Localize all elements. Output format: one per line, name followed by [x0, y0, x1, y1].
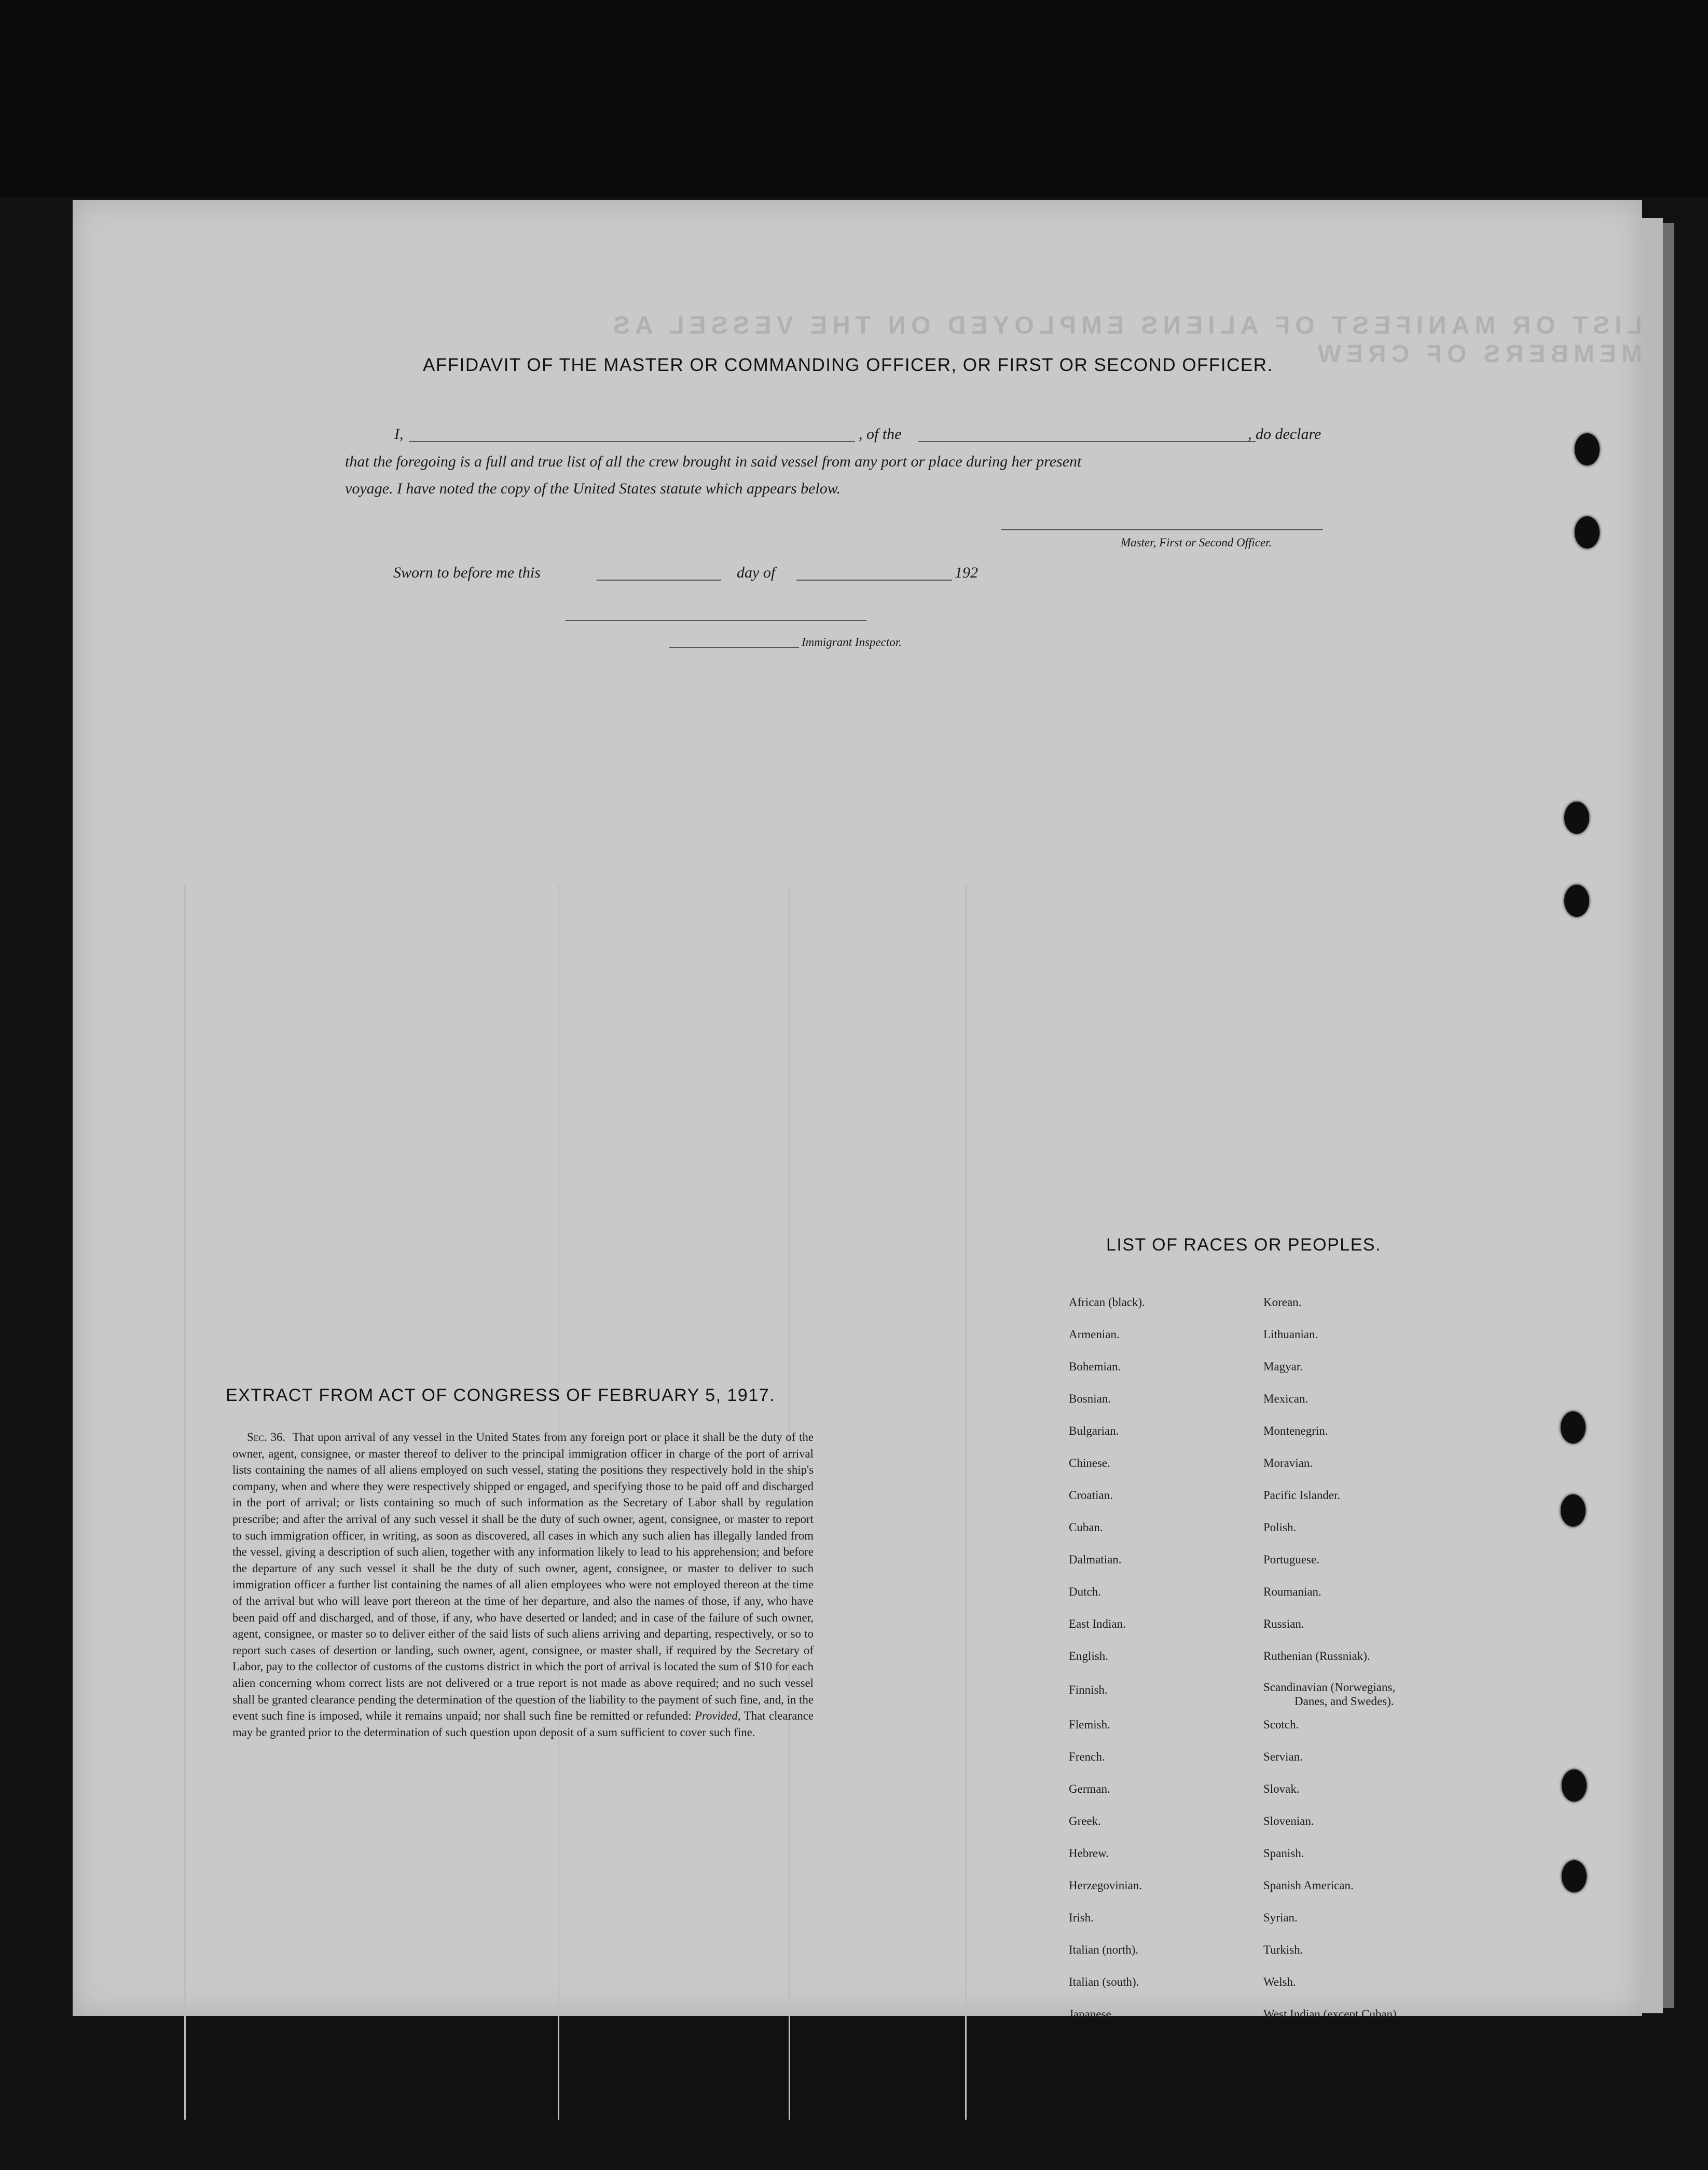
race-item: Servian.: [1263, 1750, 1303, 1763]
inspector-signature-line: [566, 620, 866, 621]
race-item: Slovak.: [1263, 1782, 1300, 1795]
race-item: Dutch.: [1069, 1585, 1101, 1598]
race-item: Portuguese.: [1263, 1553, 1319, 1566]
race-item: Magyar.: [1263, 1360, 1303, 1373]
extract-title: EXTRACT FROM ACT OF CONGRESS OF FEBRUARY 5, 1917.: [226, 1385, 776, 1405]
race-item: Hebrew.: [1069, 1847, 1109, 1860]
stacked-pages-shadow: [1663, 223, 1674, 2008]
race-item: German.: [1069, 1782, 1110, 1795]
sworn-day-line: [597, 580, 721, 581]
bleed-through-heading: LIST OR MANIFEST OF ALIENS EMPLOYED ON THE VESSEL AS MEMBERS OF CREW: [608, 312, 1642, 368]
affidavit-i-label: I,: [394, 425, 404, 443]
race-item: East Indian.: [1069, 1617, 1126, 1630]
race-item: English.: [1069, 1650, 1109, 1663]
race-item: West Indian (except Cuban).: [1263, 2008, 1400, 2021]
race-item: Scotch.: [1263, 1718, 1299, 1731]
master-signature-line: [1001, 529, 1323, 530]
stacked-pages-edge: [1642, 218, 1663, 2013]
race-item: Spanish.: [1263, 1847, 1304, 1860]
race-item: Italian (north).: [1069, 1943, 1139, 1956]
race-item: Greek.: [1069, 1815, 1101, 1828]
bleed-through-rule: [965, 885, 967, 2120]
statute-body-end: That clearance may be granted prior to the determination of such question upon deposit of a sum sufficient to cover such fine.: [232, 1709, 814, 1739]
document-page: [73, 200, 1642, 2016]
race-item: Pacific Islander.: [1263, 1489, 1341, 1502]
binder-hole: [1575, 516, 1600, 548]
race-item: Spanish American.: [1263, 1879, 1354, 1892]
race-item-continuation: Danes, and Swedes).: [1294, 1695, 1394, 1708]
proviso-word: Provided,: [695, 1709, 741, 1723]
race-item: Moravian.: [1263, 1457, 1313, 1469]
race-item: Scandinavian (Norwegians,: [1263, 1681, 1396, 1694]
race-item: Russian.: [1263, 1617, 1304, 1630]
statute-body: That upon arrival of any vessel in the United States from any foreign port or place it shall be the duty of the owner, agent, consignee, or master thereof to deliver to the principal immigration officer in charge of the port of arrival lists containing the names of all aliens employed on such vessel, stating the positions they respectively hold in the ship's company, when and where they were respectively shipped or engaged, and specifying those to be paid off and discharged in the port of arrival; or lists containing so much of such information as the Secretary of Labor shall by regulation prescribe; and after the arrival of any such vessel it shall be the duty of such owner, agent, consignee, or master to report to such immigration officer, in writing, as soon as discovered, all cases in which any such alien has illegally landed from the vessel, giving a description of such alien, together with any information likely to lead to his apprehension; and before the departure of any such vessel it shall be the duty of such owner, agent, consignee, or master to deliver to such immigration officer a further list containing the names of all alien employees who were not employed thereon at the time of the arrival but who will leave port thereon at the time of her departure, and also the names of those, if any, who have been paid off and discharged, and of those, if any, who have deserted or landed; and in case of the failure of such owner, agent, consignee, or master so to deliver either of the said lists of such aliens arriving and departing, respectively, or so to report such cases of desertion or landing, such owner, agent, consignee, or master shall, if required by the Secretary of Labor, pay to the collector of customs of the customs district in which the port of arrival is located the sum of $10 for each alien concerning whom correct lists are not delivered or a true report is not made as above required; and no such vessel shall be granted clearance pending the determination of the question of the liability to the payment of such fine, and, in the event such fine is imposed, while it remains unpaid; nor shall such fine be remitted or refunded:: [232, 1431, 814, 1723]
bleed-through-rule: [184, 885, 186, 2120]
race-item: Japanese.: [1069, 2008, 1114, 2021]
race-item: Armenian.: [1069, 1328, 1120, 1341]
binder-hole: [1562, 1860, 1587, 1892]
sworn-month-line: [796, 580, 952, 581]
vessel-name-line: [918, 441, 1256, 442]
race-item: Syrian.: [1263, 1911, 1298, 1924]
race-item: Korean.: [1263, 1296, 1302, 1309]
race-item: Finnish.: [1069, 1683, 1108, 1696]
race-item: Slovenian.: [1263, 1815, 1314, 1828]
affidavit-body-line2: voyage. I have noted the copy of the United States statute which appears below.: [345, 480, 841, 497]
race-item: Polish.: [1263, 1521, 1297, 1534]
race-item: French.: [1069, 1750, 1105, 1763]
race-item: Mexican.: [1263, 1392, 1308, 1405]
race-item: Roumanian.: [1263, 1585, 1321, 1598]
race-item: Ruthenian (Russniak).: [1263, 1650, 1370, 1663]
inspector-name-line: [669, 647, 799, 648]
race-item: Bulgarian.: [1069, 1424, 1119, 1437]
binder-hole: [1562, 1769, 1587, 1802]
race-item: Irish.: [1069, 1911, 1094, 1924]
race-item: Turkish.: [1263, 1943, 1303, 1956]
statute-text: [232, 1429, 814, 1740]
binder-hole: [1564, 885, 1589, 917]
master-name-line: [409, 441, 855, 442]
race-item: Welsh.: [1263, 1975, 1296, 1988]
affidavit-body-line1: that the foregoing is a full and true list of all the crew brought in said vessel from any port or place during her present: [345, 453, 1082, 470]
race-item: Croatian.: [1069, 1489, 1113, 1502]
inspector-caption: Immigrant Inspector.: [802, 636, 902, 649]
race-item: Herzegovinian.: [1069, 1879, 1142, 1892]
race-item: Dalmatian.: [1069, 1553, 1122, 1566]
race-item: Montenegrin.: [1263, 1424, 1328, 1437]
binder-hole: [1561, 1411, 1586, 1444]
races-title: LIST OF RACES OR PEOPLES.: [1106, 1235, 1382, 1255]
affidavit-of-the-label: , of the: [859, 425, 902, 443]
race-item: Chinese.: [1069, 1457, 1110, 1469]
race-item: Lithuanian.: [1263, 1328, 1318, 1341]
year-label: 192: [955, 564, 978, 581]
scan-background-top: [0, 0, 1708, 197]
race-item: Flemish.: [1069, 1718, 1110, 1731]
sworn-label: Sworn to before me this: [393, 564, 541, 581]
section-label: Sec. 36.: [247, 1431, 286, 1444]
affidavit-do-declare: , do declare: [1248, 425, 1321, 443]
binder-hole: [1575, 433, 1600, 465]
binder-hole: [1561, 1494, 1586, 1527]
race-item: Italian (south).: [1069, 1975, 1139, 1988]
affidavit-title: AFFIDAVIT OF THE MASTER OR COMMANDING OFFICER, OR FIRST OR SECOND OFFICER.: [423, 355, 1273, 375]
binder-hole: [1564, 802, 1589, 834]
race-item: Cuban.: [1069, 1521, 1103, 1534]
day-of-label: day of: [737, 564, 776, 581]
signature-caption: Master, First or Second Officer.: [1121, 536, 1272, 549]
race-item: African (black).: [1069, 1296, 1145, 1309]
race-item: Bosnian.: [1069, 1392, 1111, 1405]
race-item: Bohemian.: [1069, 1360, 1121, 1373]
